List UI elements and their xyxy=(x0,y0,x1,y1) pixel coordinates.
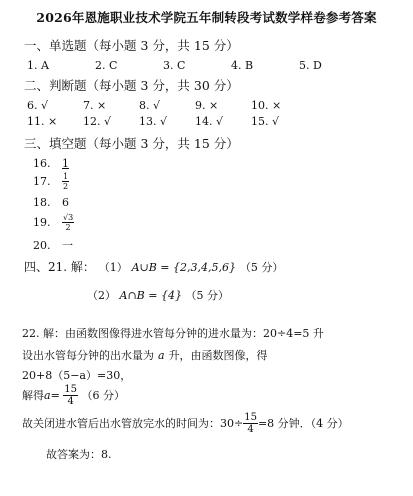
answer-6: 6. √ xyxy=(27,99,49,112)
answer-14: 14. √ xyxy=(195,115,223,128)
answer-value: 一 xyxy=(62,239,73,252)
answer-12: 12. √ xyxy=(83,115,111,128)
numerator: 15 xyxy=(64,384,78,395)
question-number: 16. xyxy=(33,157,51,170)
part2-score: （5 分） xyxy=(185,289,229,302)
section-true-false-heading: 二、判断题（每小题 3 分，共 30 分） xyxy=(24,78,239,93)
q21-line1 xyxy=(24,258,283,275)
q22-line5 xyxy=(22,412,349,435)
part2-label: （2） xyxy=(87,289,116,302)
text: 解得 xyxy=(22,388,44,402)
fill-answer-18 xyxy=(33,196,69,209)
numerator: √3 xyxy=(63,213,74,222)
q22-line1: 22. 解：由函数图像得进水管每分钟的进水量为：20÷4=5 升 xyxy=(22,327,324,340)
denominator: 4 xyxy=(67,396,74,407)
denominator: 2 xyxy=(65,223,71,232)
answer-value: 1 xyxy=(62,157,69,170)
text: 设出水管每分钟的出水量为 xyxy=(22,349,154,362)
fill-answer-16 xyxy=(33,157,69,170)
denominator: 4 xyxy=(247,424,254,435)
answer-9: 9. × xyxy=(195,99,219,112)
fill-answer-17 xyxy=(33,172,69,191)
single-choice-answers xyxy=(27,59,387,72)
text: 升，由函数图像，得 xyxy=(168,349,268,362)
answer-10: 10. × xyxy=(251,99,282,112)
question-number: 19. xyxy=(33,215,51,229)
question-number: 18. xyxy=(33,196,51,209)
part1-expression: A∪B = {2,3,4,5,6} xyxy=(131,261,236,274)
answer-15: 15. √ xyxy=(251,115,279,128)
q22-line4 xyxy=(22,384,125,407)
question-number: 17. xyxy=(33,174,51,188)
text: 故关闭进水管后出水管放完水的时间为：30÷ xyxy=(22,416,244,430)
answer-1: 1. A xyxy=(27,59,49,72)
answer-2: 2. C xyxy=(95,59,118,72)
variable: a xyxy=(44,388,51,402)
text: =8 分钟．（4 分） xyxy=(257,416,349,430)
answer-5: 5. D xyxy=(299,59,322,72)
fraction xyxy=(62,213,74,232)
fill-answer-20 xyxy=(33,237,73,253)
text: = xyxy=(50,388,60,402)
q21-line2 xyxy=(87,287,229,303)
fraction xyxy=(62,172,69,191)
answer-value: 6 xyxy=(62,196,69,209)
fraction xyxy=(63,384,78,407)
part1-label: （1） xyxy=(98,261,128,274)
variable: a xyxy=(158,349,165,362)
part1-score: （5 分） xyxy=(239,261,284,274)
answer-4: 4. B xyxy=(231,59,254,72)
question-number: 20. xyxy=(33,239,51,252)
document-title: 2026年恩施职业技术学院五年制转段考试数学样卷参考答案 xyxy=(36,10,377,25)
q22-line2 xyxy=(22,347,268,363)
true-false-answers-row1 xyxy=(27,99,387,112)
numerator: 15 xyxy=(244,412,257,423)
numerator: 1 xyxy=(63,172,69,181)
answer-11: 11. × xyxy=(27,115,58,128)
answer-13: 13. √ xyxy=(139,115,167,128)
part2-expression: A∩B = {4} xyxy=(119,289,182,302)
answer-3: 3. C xyxy=(163,59,186,72)
section-single-choice-heading: 一、单选题（每小题 3 分，共 15 分） xyxy=(24,38,239,53)
score: （6 分） xyxy=(81,388,126,402)
q22-final-answer: 故答案为：8. xyxy=(46,448,112,461)
section-fill-blank-heading: 三、填空题（每小题 3 分，共 15 分） xyxy=(24,136,239,151)
true-false-answers-row2 xyxy=(27,115,387,128)
answer-8: 8. √ xyxy=(139,99,161,112)
denominator: 2 xyxy=(63,182,69,191)
section-solve-heading: 四、21. 解： xyxy=(24,260,95,274)
fraction xyxy=(243,412,258,435)
fill-answer-19 xyxy=(33,213,74,232)
q22-line3: 20+8（5−a）=30， xyxy=(22,369,132,382)
answer-7: 7. × xyxy=(83,99,107,112)
